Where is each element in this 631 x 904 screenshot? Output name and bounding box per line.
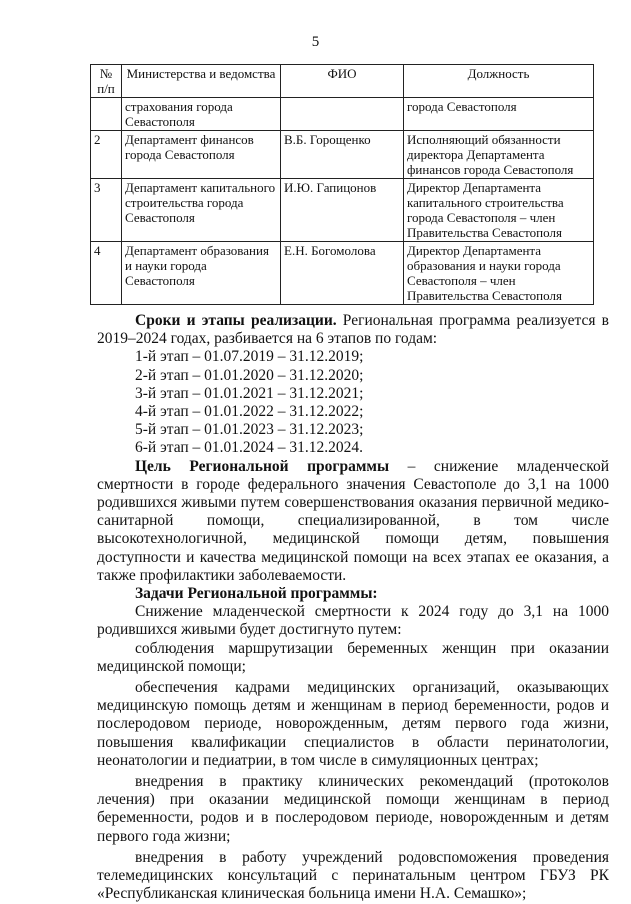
goal-paragraph [97,458,609,585]
task-item: соблюдения маршрутизации беременных женщин при оказании медицинской помощи; [97,639,609,675]
stage-item: 1-й этап – 01.07.2019 – 31.12.2019; [135,348,364,366]
task-item: обеспечения кадрами медицинских организаций, оказывающих медицинскую помощь детям и женщинам в период беременности, родов и послеродовом периоде, новорожденным, детям первого года жизни, повышения квалификации специалистов в области перинатологии, неонатологии и педиатрии, в том числе в симуляционных центрах; [97,679,609,769]
table-header-row [91,65,594,98]
cell-num: 2 [91,131,122,179]
cell-position: Директор Департамента капитального строительства города Севастополя – член Правительства Севастополя [404,179,594,242]
body-text [97,312,609,904]
cell-position: Исполняющий обязанности директора Департамента финансов города Севастополя [404,131,594,179]
stage-item: 4-й этап – 01.01.2022 – 31.12.2022; [135,403,364,421]
tasks-intro: Снижение младенческой смертности к 2024 году до 3,1 на 1000 родившихся живыми будет достигнуто путем: [97,603,609,639]
terms-heading: Сроки и этапы реализации. [135,312,337,329]
cell-ministry: Департамент капитального строительства города Севастополя [122,179,281,242]
table-row [91,131,594,179]
table-row [91,242,594,305]
table-row [91,179,594,242]
terms-paragraph [97,312,609,348]
cell-ministry: Департамент финансов города Севастополя [122,131,281,179]
stage-item: 3-й этап – 01.01.2021 – 31.12.2021; [135,384,364,402]
cell-ministry: страхования города Севастополя [122,98,281,131]
header-ministry: Министерства и ведомства [122,65,281,98]
stage-item: 2-й этап – 01.01.2020 – 31.12.2020; [135,366,364,384]
header-position: Должность [404,65,594,98]
stage-item: 5-й этап – 01.01.2023 – 31.12.2023; [135,421,364,439]
cell-fio [281,98,404,131]
officials-table [90,64,594,305]
cell-position: города Севастополя [404,98,594,131]
cell-fio: И.Ю. Гапицонов [281,179,404,242]
cell-num: 3 [91,179,122,242]
page-number: 5 [311,34,320,50]
task-item: внедрения в практику клинических рекомендаций (протоколов лечения) при оказании медицинской помощи женщинам в период беременности, родов и в послеродовом периоде, новорожденным и детям первого года жизни; [97,773,609,845]
stage-item: 6-й этап – 01.01.2024 – 31.12.2024. [135,439,364,457]
cell-num: 4 [91,242,122,305]
goal-text: – снижение младенческой смертности в городе федерального значения Севастополе до 3,1 на 1000 родившихся живыми путем совершенствования оказания первичной медико-санитарной помощи, специализированной, в том числе высокотехнологичной, медицинской помощи детям, повышения доступности и качества медицинской помощи на всех этапах ее оказания, а также профилактики заболеваемости. [97,457,609,584]
table-row [91,98,594,131]
tasks-heading-paragraph [97,585,609,603]
cell-num [91,98,122,131]
header-fio: ФИО [281,65,404,98]
terms-text: Региональная программа реализуется в 2019–2024 годах, разбивается на 6 этапов по годам: [97,312,609,348]
cell-fio: Е.Н. Богомолова [281,242,404,305]
cell-fio: В.Б. Горощенко [281,131,404,179]
cell-position: Директор Департамента образования и науки города Севастополя – член Правительства Севастополя [404,242,594,305]
task-item: внедрения в работу учреждений родовспоможения проведения телемедицинских консультаций с перинатальным центром ГБУЗ РК «Республиканская клиническая больница имени Н.А. Семашко»; [97,848,609,903]
header-num: № п/п [91,65,122,98]
goal-heading: Цель Региональной программы [135,457,390,475]
tasks-heading: Задачи Региональной программы: [135,585,378,603]
cell-ministry: Департамент образования и науки города Севастополя [122,242,281,305]
